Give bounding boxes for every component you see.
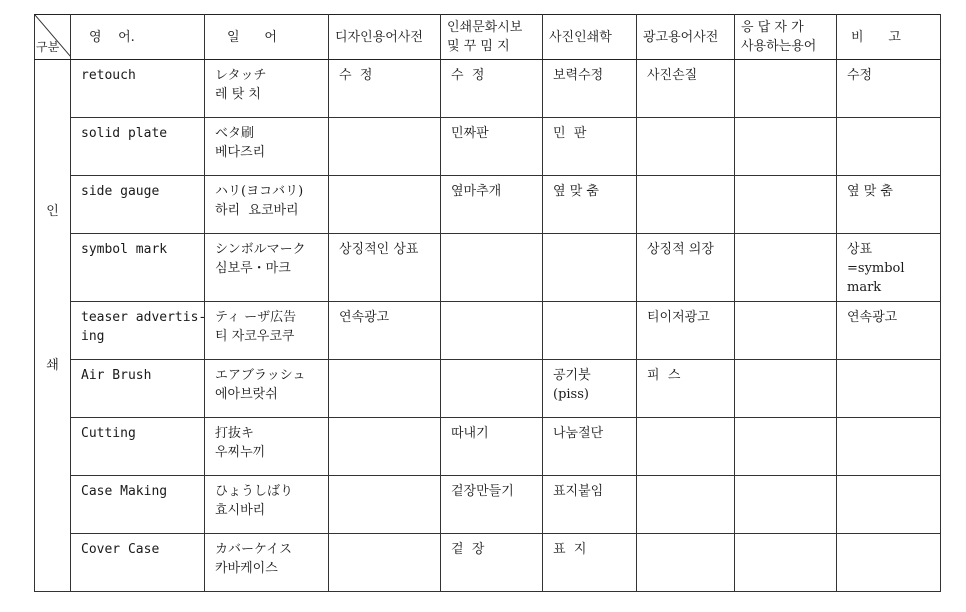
- design-dictionary-cell: [329, 476, 441, 534]
- culture-report-cell: [441, 418, 543, 476]
- japanese-cell: [205, 234, 329, 302]
- photo-printing-cell: [543, 476, 637, 534]
- note-text: 옆 맞 춤: [847, 184, 893, 199]
- header-resp-line1: 응 답 자 가: [741, 20, 804, 35]
- english-cell: [71, 418, 205, 476]
- english-text: Cutting: [81, 426, 136, 441]
- english-cell: [71, 118, 205, 176]
- japanese-text: 티 자코우코쿠: [215, 329, 295, 344]
- culture-report-text: 겉장만들기: [451, 484, 514, 499]
- note-cell: [837, 534, 941, 592]
- category-cell: [35, 60, 71, 592]
- photo-printing-text: 공기붓: [553, 368, 591, 383]
- table-row: [35, 118, 941, 176]
- terminology-table: [34, 14, 941, 592]
- photo-printing-cell: [543, 302, 637, 360]
- culture-report-cell: [441, 118, 543, 176]
- category-char-2: 쇄: [46, 358, 59, 373]
- respondent-term-cell: [735, 302, 837, 360]
- table-row: [35, 534, 941, 592]
- photo-printing-cell: [543, 418, 637, 476]
- ad-dictionary-cell: [637, 234, 735, 302]
- english-text: Case Making: [81, 484, 168, 499]
- header-ad-dictionary: 광고용어사전: [637, 15, 735, 60]
- english-text: Cover Case: [81, 542, 160, 557]
- header-culture-line2: 및 꾸 밈 지: [447, 39, 510, 54]
- photo-printing-cell: [543, 60, 637, 118]
- culture-report-text: 겉 장: [451, 542, 485, 557]
- photo-printing-text: 표 지: [553, 542, 587, 557]
- japanese-text: ハリ(ヨコバリ): [215, 184, 304, 199]
- japanese-cell: [205, 60, 329, 118]
- note-text: 수정: [847, 68, 873, 83]
- respondent-term-cell: [735, 418, 837, 476]
- header-culture-report: [441, 15, 543, 60]
- photo-printing-text: 보력수정: [553, 68, 604, 83]
- culture-report-cell: [441, 60, 543, 118]
- category-char-1: 인: [46, 204, 59, 219]
- corner-header-cell: [35, 15, 71, 60]
- english-text: side gauge: [81, 184, 160, 199]
- ad-dictionary-cell: [637, 302, 735, 360]
- header-english: 영 어.: [71, 15, 205, 60]
- note-cell: [837, 60, 941, 118]
- note-cell: [837, 176, 941, 234]
- japanese-text: ティ ーザ広告: [215, 310, 297, 325]
- design-dictionary-cell: [329, 60, 441, 118]
- note-cell: [837, 118, 941, 176]
- english-text: symbol mark: [81, 242, 168, 257]
- photo-printing-text: (piss): [553, 387, 589, 402]
- culture-report-text: 민짜판: [451, 126, 489, 141]
- culture-report-cell: [441, 360, 543, 418]
- photo-printing-cell: [543, 234, 637, 302]
- culture-report-text: 옆마추개: [451, 184, 502, 199]
- note-cell: [837, 418, 941, 476]
- design-dictionary-cell: [329, 534, 441, 592]
- ad-dictionary-cell: [637, 476, 735, 534]
- japanese-text: 打抜キ: [215, 426, 255, 441]
- english-cell: [71, 60, 205, 118]
- header-japanese: 일 어: [205, 15, 329, 60]
- header-resp-line2: 사용하는용어: [741, 39, 817, 54]
- respondent-term-cell: [735, 234, 837, 302]
- note-cell: [837, 476, 941, 534]
- japanese-text: 우찌누끼: [215, 445, 266, 460]
- photo-printing-text: 민 판: [553, 126, 587, 141]
- english-text: retouch: [81, 68, 136, 83]
- note-cell: [837, 360, 941, 418]
- respondent-term-cell: [735, 360, 837, 418]
- note-text: 연속광고: [847, 310, 898, 325]
- english-cell: [71, 534, 205, 592]
- culture-report-cell: [441, 176, 543, 234]
- design-dictionary-cell: [329, 360, 441, 418]
- english-text: solid plate: [81, 126, 168, 141]
- header-photo-printing: 사진인쇄학: [543, 15, 637, 60]
- culture-report-cell: [441, 234, 543, 302]
- design-dictionary-text: 연속광고: [339, 310, 390, 325]
- photo-printing-cell: [543, 360, 637, 418]
- japanese-cell: [205, 118, 329, 176]
- photo-printing-cell: [543, 118, 637, 176]
- respondent-term-cell: [735, 176, 837, 234]
- ad-dictionary-cell: [637, 118, 735, 176]
- ad-dictionary-cell: [637, 418, 735, 476]
- design-dictionary-text: 수 정: [339, 68, 373, 83]
- photo-printing-text: 옆 맞 춤: [553, 184, 599, 199]
- header-note: 비 고: [837, 15, 941, 60]
- header-culture-line1: 인쇄문화시보: [447, 20, 523, 35]
- japanese-text: 하리 요코바리: [215, 203, 299, 218]
- design-dictionary-cell: [329, 118, 441, 176]
- english-cell: [71, 302, 205, 360]
- ad-dictionary-cell: [637, 60, 735, 118]
- design-dictionary-cell: [329, 302, 441, 360]
- note-cell: [837, 234, 941, 302]
- japanese-text: 심보루・마크: [215, 261, 291, 276]
- table-row: [35, 234, 941, 302]
- note-text: 상표: [847, 242, 873, 257]
- design-dictionary-text: 상징적인 상표: [339, 242, 419, 257]
- japanese-cell: [205, 476, 329, 534]
- header-row: [35, 15, 941, 60]
- note-text: =symbol: [847, 261, 905, 276]
- table-row: [35, 360, 941, 418]
- photo-printing-cell: [543, 534, 637, 592]
- japanese-text: 카바케이스: [215, 561, 278, 576]
- photo-printing-text: 표지붙임: [553, 484, 604, 499]
- japanese-text: 베다즈리: [215, 145, 266, 160]
- culture-report-text: 수 정: [451, 68, 485, 83]
- table-row: [35, 176, 941, 234]
- japanese-text: 효시바리: [215, 503, 266, 518]
- respondent-term-cell: [735, 118, 837, 176]
- culture-report-text: 따내기: [451, 426, 489, 441]
- respondent-term-cell: [735, 534, 837, 592]
- header-design-dictionary: 디자인용어사전: [329, 15, 441, 60]
- english-cell: [71, 360, 205, 418]
- japanese-cell: [205, 360, 329, 418]
- japanese-text: 레 탓 치: [215, 87, 261, 102]
- culture-report-cell: [441, 302, 543, 360]
- english-cell: [71, 176, 205, 234]
- japanese-cell: [205, 176, 329, 234]
- ad-dictionary-text: 사진손질: [647, 68, 698, 83]
- english-text: teaser advertis-: [81, 310, 207, 325]
- japanese-text: ひょうしばり: [215, 484, 294, 499]
- ad-dictionary-text: 티이저광고: [647, 310, 710, 325]
- corner-label: 구분: [36, 40, 60, 54]
- japanese-cell: [205, 534, 329, 592]
- japanese-text: シンボルマーク: [215, 242, 306, 257]
- design-dictionary-cell: [329, 176, 441, 234]
- japanese-text: エアブラッシュ: [215, 368, 306, 383]
- respondent-term-cell: [735, 60, 837, 118]
- japanese-cell: [205, 418, 329, 476]
- table-row: [35, 418, 941, 476]
- culture-report-cell: [441, 476, 543, 534]
- english-cell: [71, 234, 205, 302]
- english-text: ing: [81, 329, 105, 344]
- japanese-text: 에아브랏쉬: [215, 387, 278, 402]
- ad-dictionary-cell: [637, 360, 735, 418]
- photo-printing-cell: [543, 176, 637, 234]
- japanese-text: ベタ刷: [215, 126, 255, 141]
- note-cell: [837, 302, 941, 360]
- table-row: [35, 476, 941, 534]
- english-text: Air Brush: [81, 368, 152, 383]
- ad-dictionary-cell: [637, 176, 735, 234]
- respondent-term-cell: [735, 476, 837, 534]
- photo-printing-text: 나눔절단: [553, 426, 604, 441]
- ad-dictionary-cell: [637, 534, 735, 592]
- header-respondent-term: [735, 15, 837, 60]
- english-cell: [71, 476, 205, 534]
- design-dictionary-cell: [329, 418, 441, 476]
- note-text: mark: [847, 280, 882, 295]
- ad-dictionary-text: 상징적 의장: [647, 242, 714, 257]
- japanese-text: カバーケイス: [215, 542, 292, 557]
- japanese-text: レタッチ: [215, 68, 267, 83]
- table-row: [35, 302, 941, 360]
- ad-dictionary-text: 피 스: [647, 368, 681, 383]
- table-row: [35, 60, 941, 118]
- design-dictionary-cell: [329, 234, 441, 302]
- japanese-cell: [205, 302, 329, 360]
- culture-report-cell: [441, 534, 543, 592]
